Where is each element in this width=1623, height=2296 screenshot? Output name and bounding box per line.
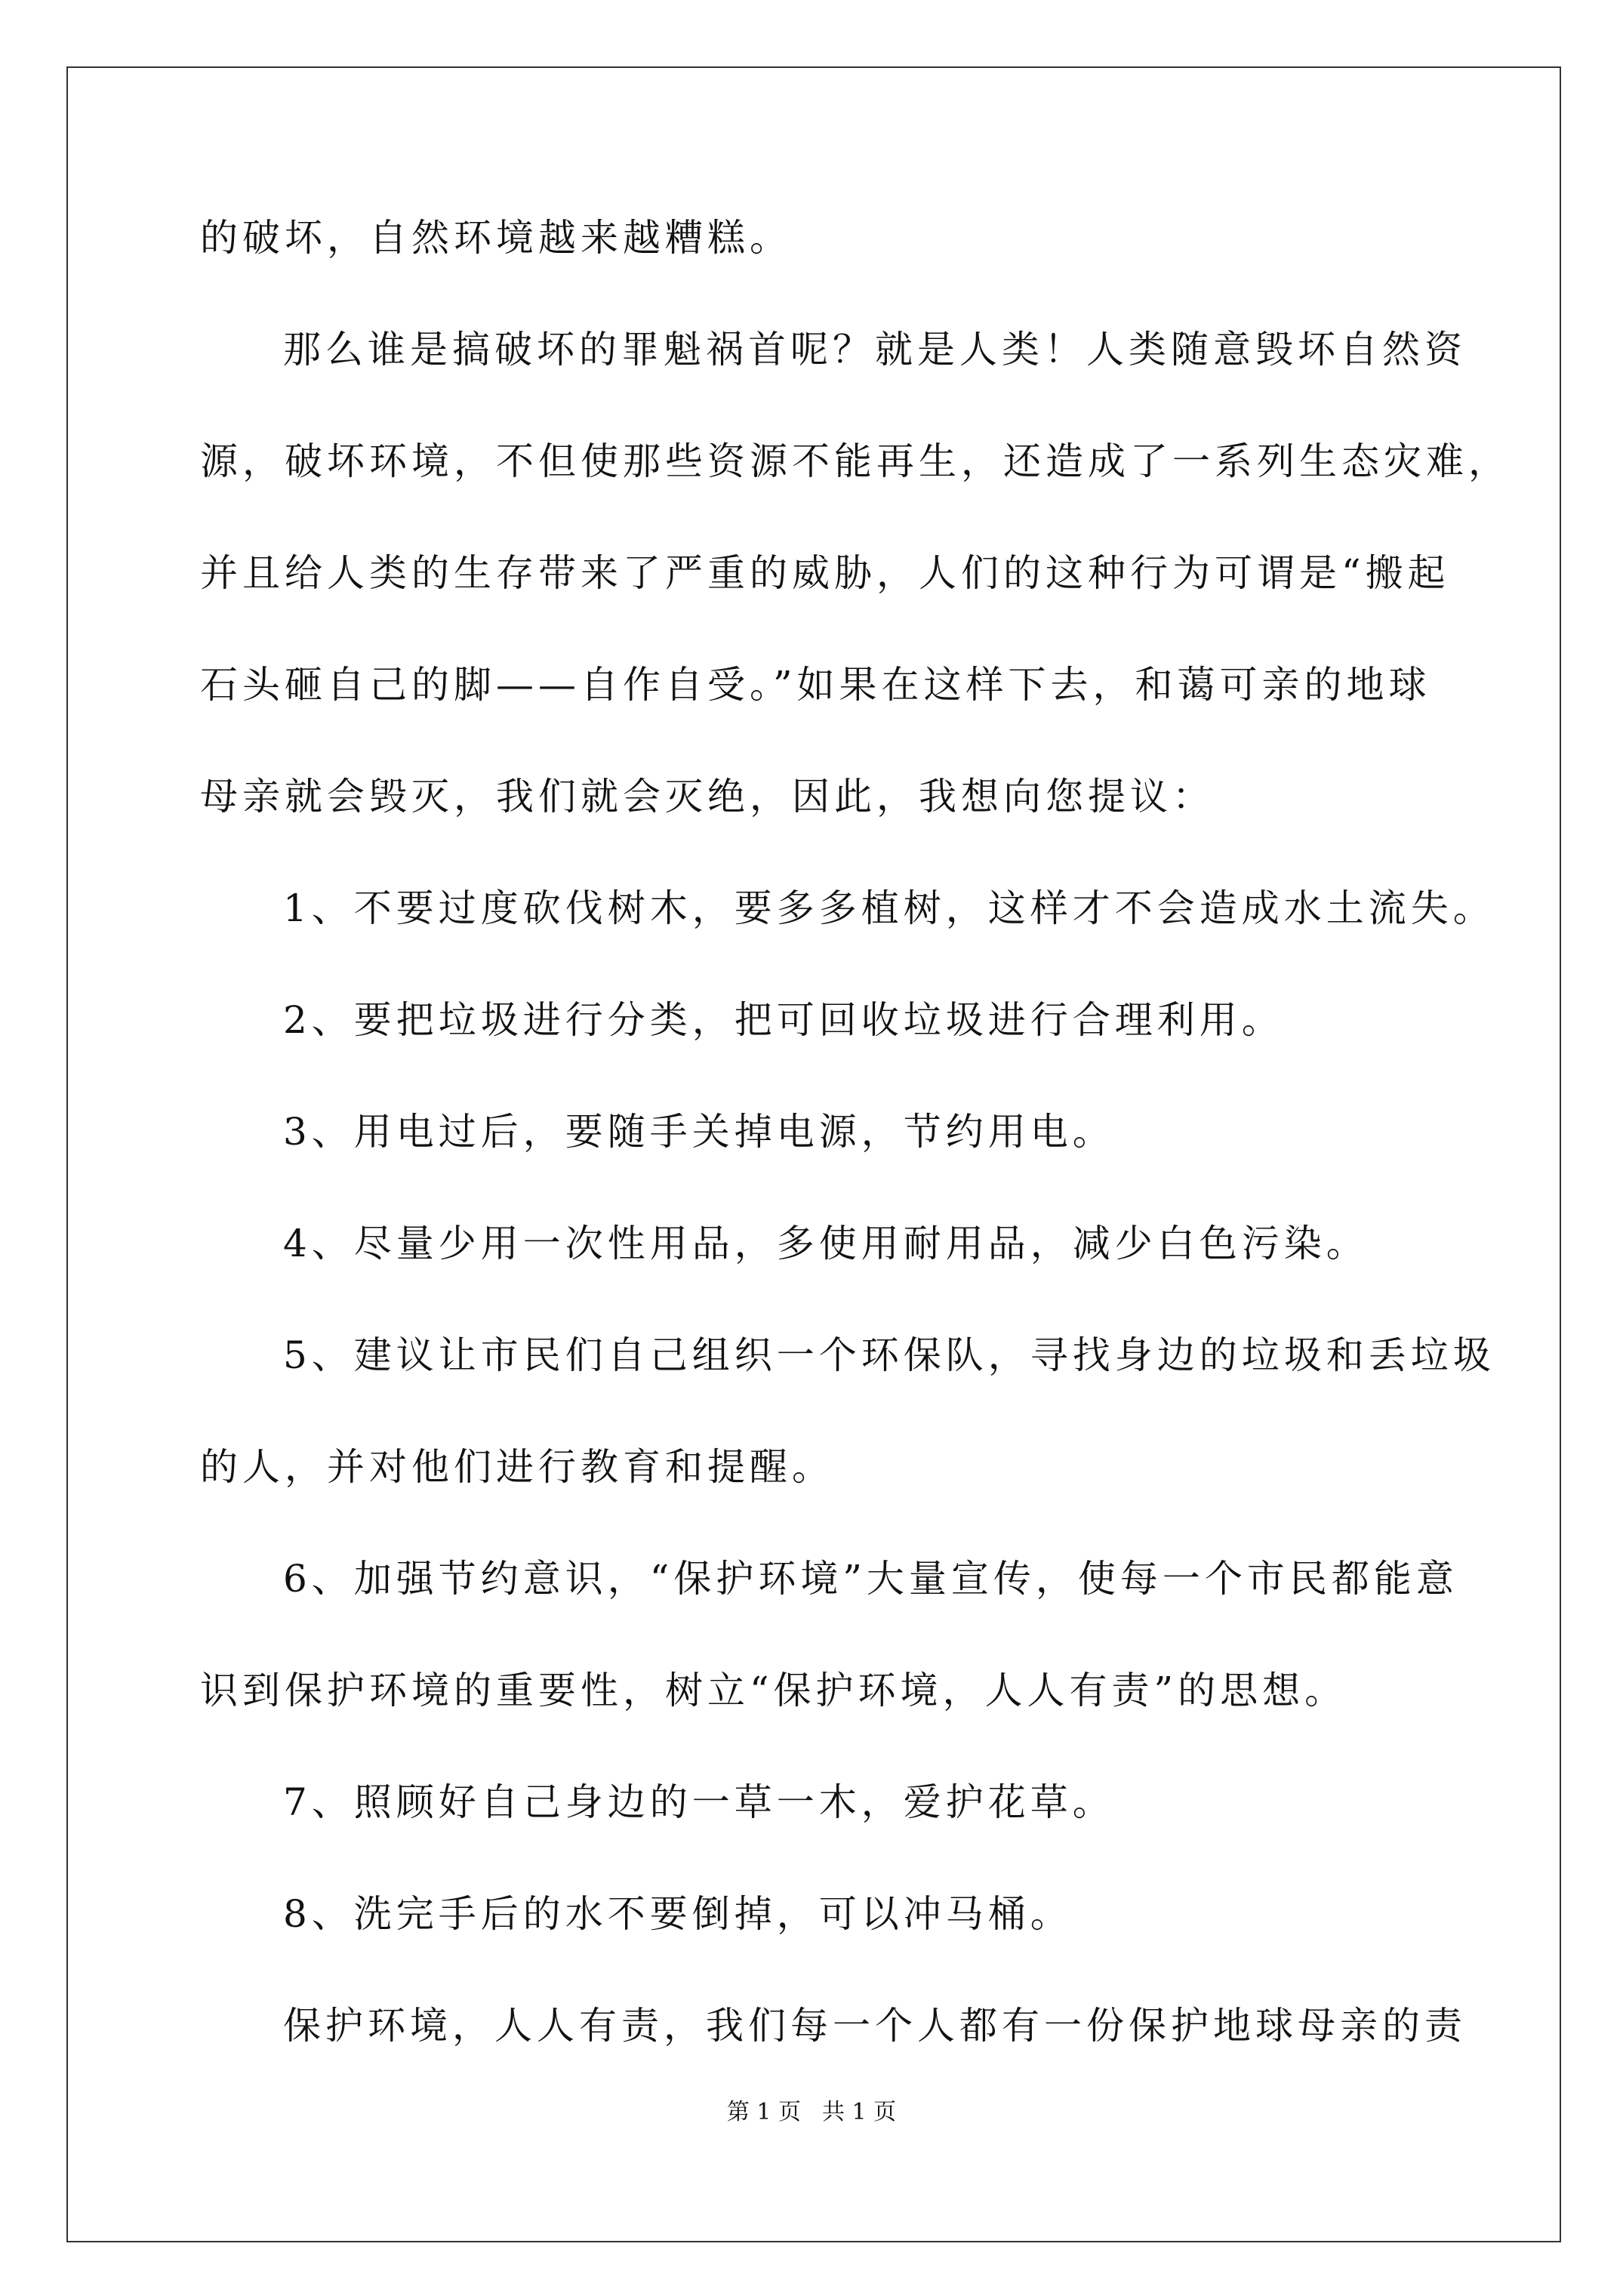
list-item-5: 5、建议让市民们自己组织一个环保队，寻找身边的垃圾和丢垃圾 bbox=[283, 1333, 1495, 1377]
text-line-3: 源，破坏环境，不但使那些资源不能再生，还造成了一系列生态灾难， bbox=[200, 439, 1511, 483]
list-item-5-continued: 的人，并对他们进行教育和提醒。 bbox=[200, 1445, 834, 1489]
list-item-4: 4、尽量少用一次性用品，多使用耐用品，减少白色污染。 bbox=[283, 1222, 1369, 1265]
list-item-2: 2、要把垃圾进行分类，把可回收垃圾进行合理利用。 bbox=[283, 998, 1284, 1042]
list-item-6: 6、加强节约意识，“保护环境”大量宣传，使每一个市民都能意 bbox=[283, 1557, 1458, 1601]
list-item-6-continued: 识到保护环境的重要性，树立“保护环境，人人有责”的思想。 bbox=[200, 1669, 1347, 1712]
page-total: 共 1 页 bbox=[822, 2099, 897, 2125]
text-line-2: 那么谁是搞破坏的罪魁祸首呢？就是人类！人类随意毁坏自然资 bbox=[283, 328, 1467, 371]
closing-paragraph: 保护环境，人人有责，我们每一个人都有一份保护地球母亲的责 bbox=[283, 2004, 1467, 2048]
list-item-8: 8、洗完手后的水不要倒掉，可以冲马桶。 bbox=[283, 1892, 1073, 1936]
text-line-6: 母亲就会毁灭，我们就会灭绝，因此，我想向您提议： bbox=[200, 775, 1215, 818]
list-item-7: 7、照顾好自己身边的一草一木，爱护花草。 bbox=[283, 1780, 1115, 1824]
text-line-1: 的破坏，自然环境越来越糟糕。 bbox=[200, 216, 792, 260]
page-footer bbox=[0, 2097, 1623, 2128]
text-line-5: 石头砸自己的脚——自作自受。”如果在这样下去，和蔼可亲的地球 bbox=[200, 663, 1431, 707]
list-item-1: 1、不要过度砍伐树木，要多多植树，这样才不会造成水土流失。 bbox=[283, 886, 1495, 930]
text-line-4: 并且给人类的生存带来了严重的威胁，人们的这种行为可谓是“搬起 bbox=[200, 551, 1450, 595]
list-item-3: 3、用电过后，要随手关掉电源，节约用电。 bbox=[283, 1110, 1115, 1154]
page-number: 第 1 页 bbox=[726, 2099, 801, 2125]
